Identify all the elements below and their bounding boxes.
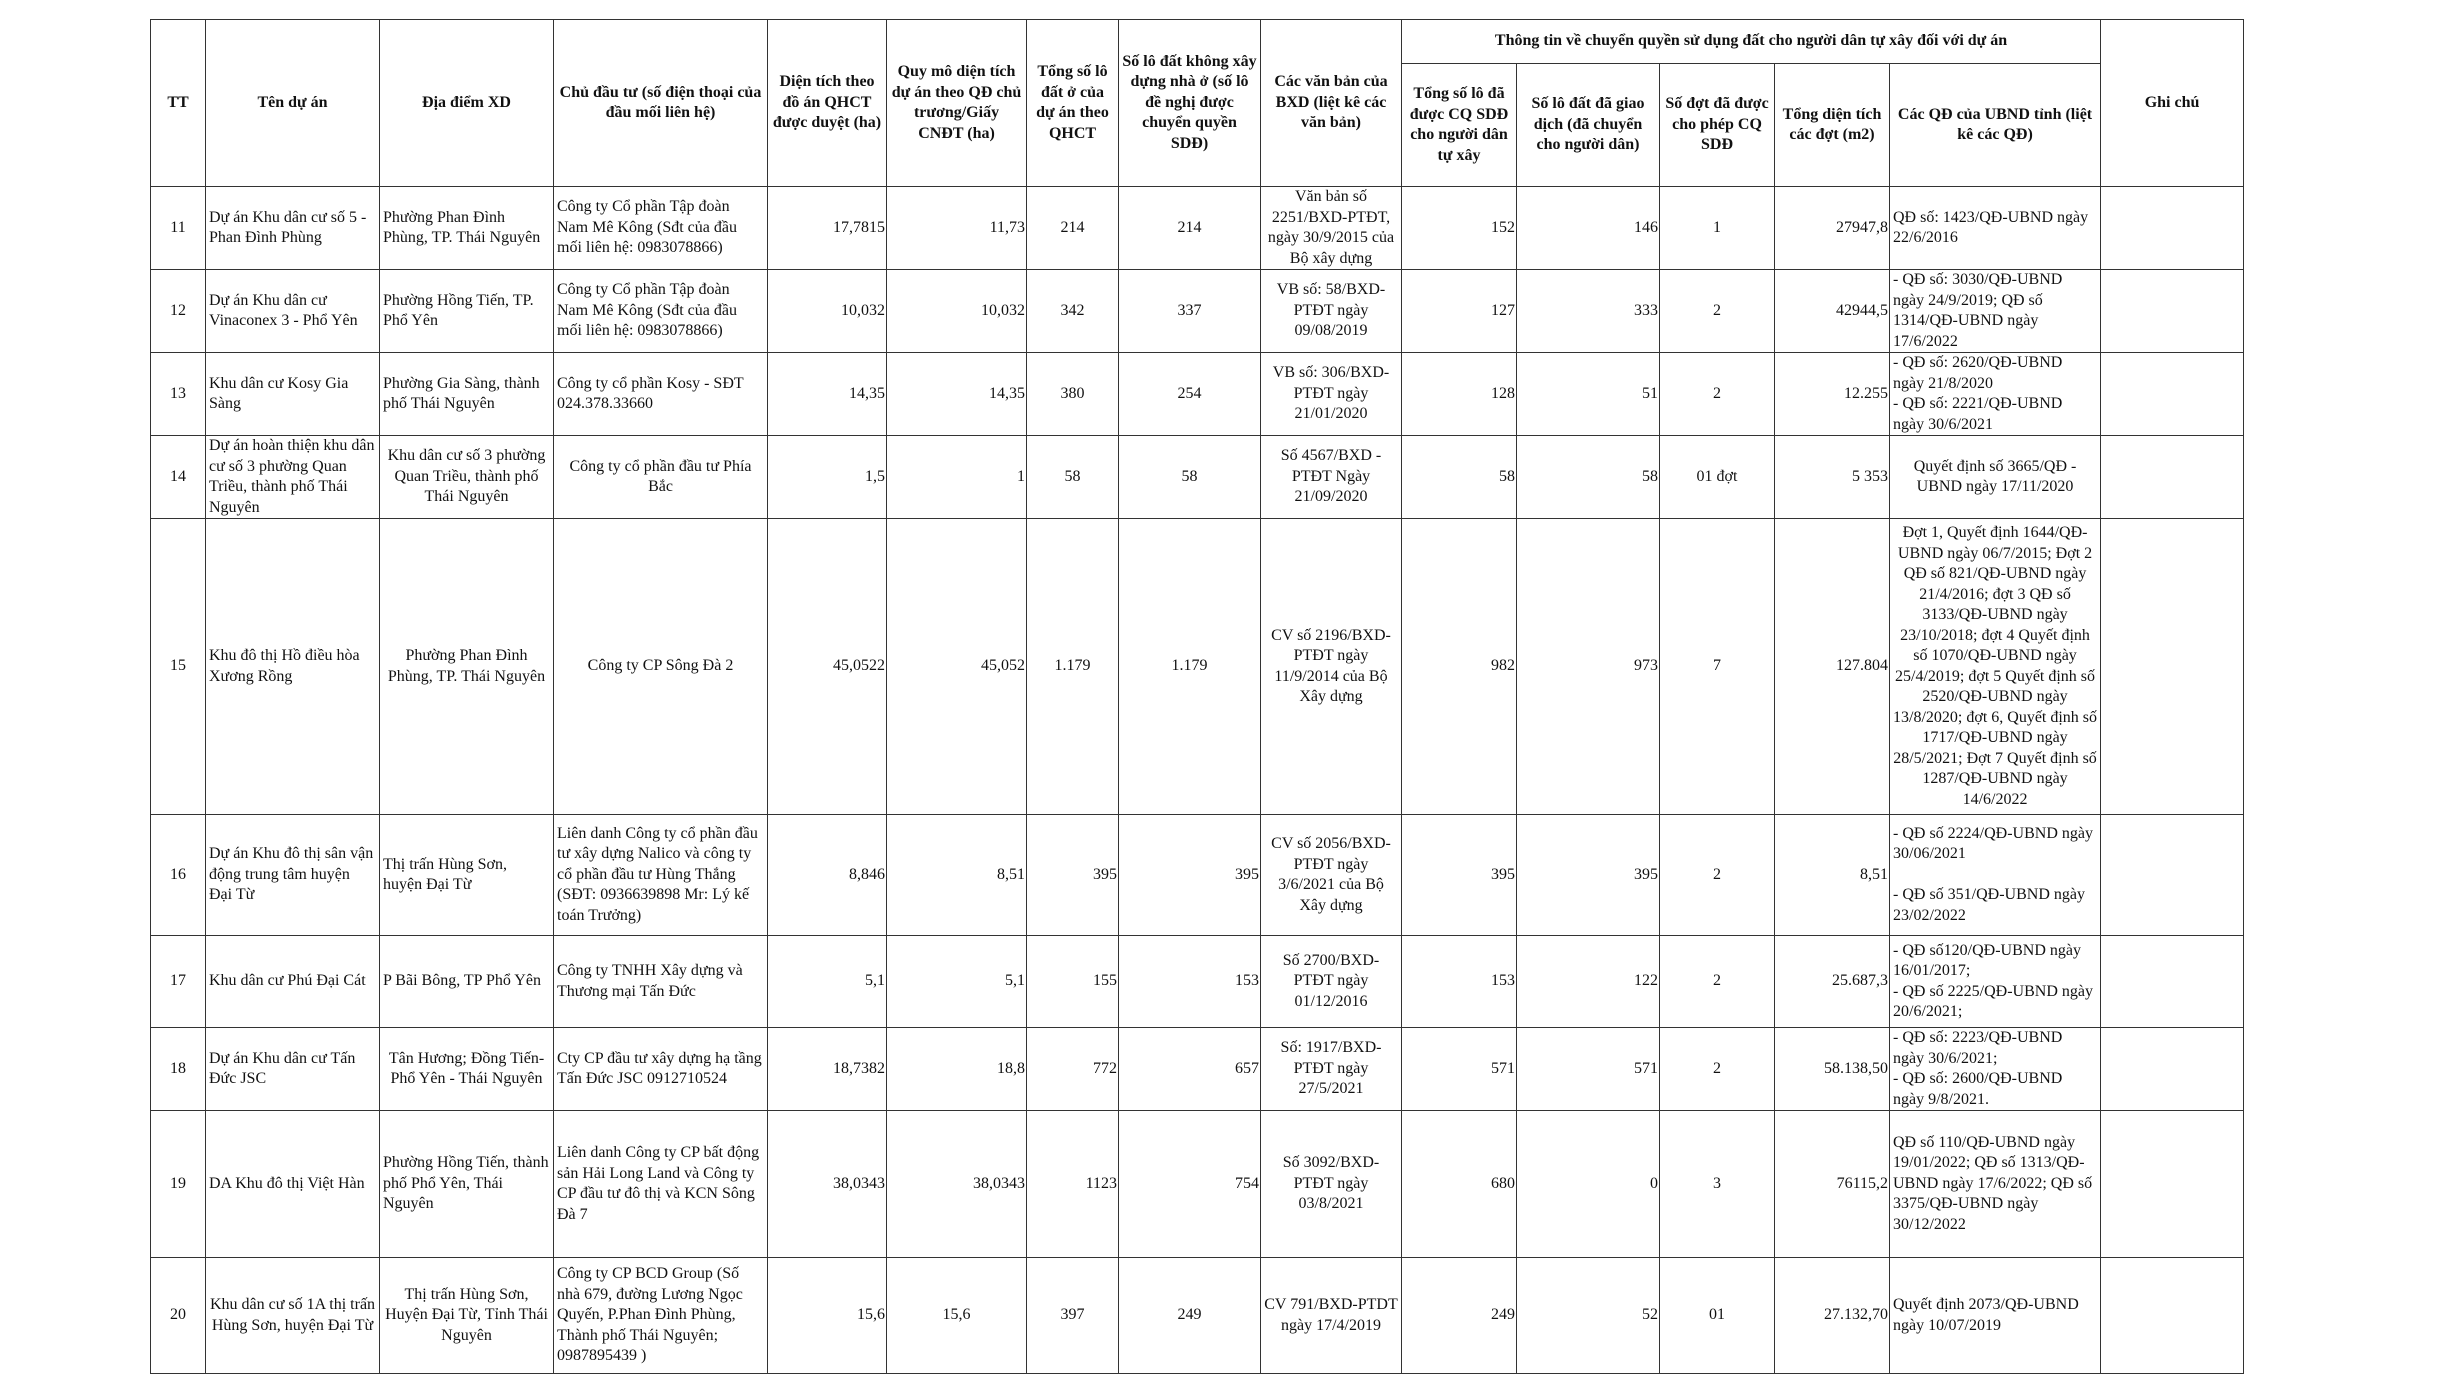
tt-cell: 14 [151,436,206,519]
notes-cell [2101,270,2244,353]
land-transfer-table [150,19,2244,1374]
lots-traded-cell: 58 [1517,436,1660,519]
total-lots-cell: 1123 [1027,1111,1119,1258]
project-name-cell: Khu dân cư Phú Đại Cát [206,936,380,1028]
batches-cell: 3 [1660,1111,1775,1258]
scale-cell: 14,35 [887,353,1027,436]
total-area-cell: 27.132,70 [1775,1258,1890,1374]
lots-no-build-cell: 153 [1119,936,1261,1028]
tt-cell: 15 [151,519,206,815]
scale-cell: 45,052 [887,519,1027,815]
project-name-cell: Dự án Khu dân cư Tấn Đức JSC [206,1028,380,1111]
header-total-area: Tổng diện tích các đợt (m2) [1775,64,1890,187]
lots-transferred-cell: 680 [1402,1111,1517,1258]
location-cell: Phường Hồng Tiến, TP. Phổ Yên [380,270,554,353]
area-qhct-cell: 5,1 [768,936,887,1028]
tt-cell: 17 [151,936,206,1028]
tt-cell: 11 [151,187,206,270]
batches-cell: 2 [1660,936,1775,1028]
area-qhct-cell: 18,7382 [768,1028,887,1111]
ubnd-decisions-cell: Đợt 1, Quyết định 1644/QĐ-UBND ngày 06/7/2015; Đợt 2 QĐ số 821/QĐ-UBND ngày 21/4/2016; đợt 3 QĐ số 3133/QĐ-UBND ngày 23/10/2018; đợt 4 Quyết định số 1070/QĐ-UBND ngày 25/4/2019; đợt 5 Quyết định số 2520/QĐ-UBND ngày 13/8/2020; đợt 6, Quyết định số 1717/QĐ-UBND ngày 28/5/2021; Đợt 7 Quyết định số 1287/QĐ-UBND ngày 14/6/2022 [1890,519,2101,815]
batches-cell: 2 [1660,1028,1775,1111]
total-area-cell: 5 353 [1775,436,1890,519]
area-qhct-cell: 8,846 [768,815,887,936]
tt-cell: 13 [151,353,206,436]
area-qhct-cell: 45,0522 [768,519,887,815]
notes-cell [2101,1258,2244,1374]
batches-cell: 01 đợt [1660,436,1775,519]
project-name-cell: Dự án Khu dân cư số 5 - Phan Đình Phùng [206,187,380,270]
lots-transferred-cell: 249 [1402,1258,1517,1374]
project-name-cell: DA Khu đô thị Việt Hàn [206,1111,380,1258]
total-lots-cell: 397 [1027,1258,1119,1374]
bxd-document-cell: CV số 2056/BXD-PTĐT ngày 3/6/2021 của Bộ Xây dựng [1261,815,1402,936]
header-bxd-documents: Các văn bản của BXD (liệt kê các văn bản) [1261,20,1402,187]
table-row [151,815,2244,936]
total-lots-cell: 58 [1027,436,1119,519]
investor-cell: Công ty cổ phần Kosy - SĐT 024.378.33660 [554,353,768,436]
area-qhct-cell: 10,032 [768,270,887,353]
bxd-document-cell: VB số: 58/BXD-PTĐT ngày 09/08/2019 [1261,270,1402,353]
header-lots-transferred: Tổng số lô đã được CQ SDĐ cho người dân tự xây [1402,64,1517,187]
lots-traded-cell: 973 [1517,519,1660,815]
lots-no-build-cell: 249 [1119,1258,1261,1374]
header-lots-no-build: Số lô đất không xây dựng nhà ở (số lô đề nghị được chuyển quyền SDĐ) [1119,20,1261,187]
project-name-cell: Dự án Khu dân cư Vinaconex 3 - Phổ Yên [206,270,380,353]
scale-cell: 15,6 [887,1258,1027,1374]
project-name-cell: Dự án Khu đô thị sân vận động trung tâm huyện Đại Từ [206,815,380,936]
batches-cell: 01 [1660,1258,1775,1374]
location-cell: Phường Hồng Tiến, thành phố Phổ Yên, Thái Nguyên [380,1111,554,1258]
area-qhct-cell: 38,0343 [768,1111,887,1258]
table-row [151,1111,2244,1258]
bxd-document-cell: Số: 1917/BXD-PTĐT ngày 27/5/2021 [1261,1028,1402,1111]
table-row [151,936,2244,1028]
header-area-qhct: Diện tích theo đồ án QHCT được duyệt (ha) [768,20,887,187]
lots-traded-cell: 52 [1517,1258,1660,1374]
ubnd-decisions-cell: - QĐ số120/QĐ-UBND ngày 16/01/2017; - QĐ số 2225/QĐ-UBND ngày 20/6/2021; [1890,936,2101,1028]
ubnd-decisions-cell: Quyết định số 3665/QĐ - UBND ngày 17/11/2020 [1890,436,2101,519]
scale-cell: 5,1 [887,936,1027,1028]
investor-cell: Công ty cổ phần đầu tư Phía Bắc [554,436,768,519]
location-cell: Phường Gia Sàng, thành phố Thái Nguyên [380,353,554,436]
ubnd-decisions-cell: - QĐ số: 3030/QĐ-UBND ngày 24/9/2019; QĐ số 1314/QĐ-UBND ngày 17/6/2022 [1890,270,2101,353]
lots-no-build-cell: 254 [1119,353,1261,436]
scale-cell: 8,51 [887,815,1027,936]
investor-cell: Liên danh Công ty cổ phần đầu tư xây dựng Nalico và công ty cổ phần đầu tư Hùng Thắng (SĐT: 0936639898 Mr: Lý kế toán Trưởng) [554,815,768,936]
total-lots-cell: 772 [1027,1028,1119,1111]
batches-cell: 2 [1660,815,1775,936]
header-location: Địa điểm XD [380,20,554,187]
bxd-document-cell: VB số: 306/BXD-PTĐT ngày 21/01/2020 [1261,353,1402,436]
lots-traded-cell: 571 [1517,1028,1660,1111]
lots-transferred-cell: 571 [1402,1028,1517,1111]
lots-traded-cell: 395 [1517,815,1660,936]
batches-cell: 1 [1660,187,1775,270]
investor-cell: Liên danh Công ty CP bất động sản Hải Long Land và Công ty CP đầu tư đô thị và KCN Sông Đà 7 [554,1111,768,1258]
location-cell: Phường Phan Đình Phùng, TP. Thái Nguyên [380,187,554,270]
ubnd-decisions-cell: - QĐ số: 2620/QĐ-UBND ngày 21/8/2020 - QĐ số: 2221/QĐ-UBND ngày 30/6/2021 [1890,353,2101,436]
header-scale: Quy mô diện tích dự án theo QĐ chủ trương/Giấy CNĐT (ha) [887,20,1027,187]
scale-cell: 11,73 [887,187,1027,270]
location-cell: Khu dân cư số 3 phường Quan Triều, thành phố Thái Nguyên [380,436,554,519]
lots-traded-cell: 333 [1517,270,1660,353]
ubnd-decisions-cell: QĐ số: 1423/QĐ-UBND ngày 22/6/2016 [1890,187,2101,270]
notes-cell [2101,519,2244,815]
location-cell: P Bãi Bông, TP Phổ Yên [380,936,554,1028]
location-cell: Thị trấn Hùng Sơn, huyện Đại Từ [380,815,554,936]
lots-transferred-cell: 127 [1402,270,1517,353]
location-cell: Thị trấn Hùng Sơn, Huyện Đại Từ, Tỉnh Thái Nguyên [380,1258,554,1374]
total-lots-cell: 1.179 [1027,519,1119,815]
batches-cell: 7 [1660,519,1775,815]
header-notes: Ghi chú [2101,20,2244,187]
table-row [151,353,2244,436]
header-total-lots: Tổng số lô đất ở của dự án theo QHCT [1027,20,1119,187]
lots-transferred-cell: 982 [1402,519,1517,815]
investor-cell: Công ty Cổ phần Tập đoàn Nam Mê Kông (Sđt của đầu mối liên hệ: 0983078866) [554,270,768,353]
total-lots-cell: 342 [1027,270,1119,353]
tt-cell: 12 [151,270,206,353]
total-lots-cell: 395 [1027,815,1119,936]
header-investor: Chủ đầu tư (số điện thoại của đầu mối liên hệ) [554,20,768,187]
batches-cell: 2 [1660,353,1775,436]
lots-no-build-cell: 657 [1119,1028,1261,1111]
lots-no-build-cell: 214 [1119,187,1261,270]
batches-cell: 2 [1660,270,1775,353]
project-name-cell: Khu đô thị Hồ điều hòa Xương Rồng [206,519,380,815]
lots-transferred-cell: 128 [1402,353,1517,436]
lots-traded-cell: 122 [1517,936,1660,1028]
bxd-document-cell: Số 3092/BXD-PTĐT ngày 03/8/2021 [1261,1111,1402,1258]
total-area-cell: 42944,5 [1775,270,1890,353]
area-qhct-cell: 1,5 [768,436,887,519]
bxd-document-cell: Văn bản số 2251/BXD-PTĐT, ngày 30/9/2015 của Bộ xây dựng [1261,187,1402,270]
scale-cell: 18,8 [887,1028,1027,1111]
header-batches: Số đợt đã được cho phép CQ SDĐ [1660,64,1775,187]
scale-cell: 10,032 [887,270,1027,353]
ubnd-decisions-cell: QĐ số 110/QĐ-UBND ngày 19/01/2022; QĐ số 1313/QĐ-UBND ngày 17/6/2022; QĐ số 3375/QĐ-UBND ngày 30/12/2022 [1890,1111,2101,1258]
total-area-cell: 25.687,3 [1775,936,1890,1028]
lots-no-build-cell: 58 [1119,436,1261,519]
notes-cell [2101,187,2244,270]
total-lots-cell: 380 [1027,353,1119,436]
project-name-cell: Khu dân cư số 1A thị trấn Hùng Sơn, huyện Đại Từ [206,1258,380,1374]
total-lots-cell: 214 [1027,187,1119,270]
header-project-name: Tên dự án [206,20,380,187]
notes-cell [2101,936,2244,1028]
notes-cell [2101,436,2244,519]
investor-cell: Công ty TNHH Xây dựng và Thương mại Tấn Đức [554,936,768,1028]
area-qhct-cell: 15,6 [768,1258,887,1374]
ubnd-decisions-cell: - QĐ số: 2223/QĐ-UBND ngày 30/6/2021; - QĐ số: 2600/QĐ-UBND ngày 9/8/2021. [1890,1028,2101,1111]
total-area-cell: 12.255 [1775,353,1890,436]
ubnd-decisions-cell: Quyết định 2073/QĐ-UBND ngày 10/07/2019 [1890,1258,2101,1374]
table-row [151,1028,2244,1111]
tt-cell: 16 [151,815,206,936]
table-row [151,519,2244,815]
lots-transferred-cell: 153 [1402,936,1517,1028]
notes-cell [2101,1111,2244,1258]
notes-cell [2101,815,2244,936]
total-area-cell: 58.138,50 [1775,1028,1890,1111]
header-lots-traded: Số lô đất đã giao dịch (đã chuyển cho người dân) [1517,64,1660,187]
scale-cell: 1 [887,436,1027,519]
total-area-cell: 8,51 [1775,815,1890,936]
tt-cell: 18 [151,1028,206,1111]
lots-no-build-cell: 395 [1119,815,1261,936]
investor-cell: Công ty CP BCD Group (Số nhà 679, đường Lương Ngọc Quyến, P.Phan Đình Phùng, Thành phố Thái Nguyên; 0987895439 ) [554,1258,768,1374]
bxd-document-cell: Số 2700/BXD-PTĐT ngày 01/12/2016 [1261,936,1402,1028]
investor-cell: Công ty Cổ phần Tập đoàn Nam Mê Kông (Sđt của đầu mối liên hệ: 0983078866) [554,187,768,270]
lots-traded-cell: 51 [1517,353,1660,436]
table-row [151,436,2244,519]
notes-cell [2101,1028,2244,1111]
lots-traded-cell: 0 [1517,1111,1660,1258]
header-transfer-group: Thông tin về chuyển quyền sử dụng đất cho người dân tự xây đối với dự án [1402,20,2101,64]
header-ubnd-decisions: Các QĐ của UBND tỉnh (liệt kê các QĐ) [1890,64,2101,187]
total-area-cell: 76115,2 [1775,1111,1890,1258]
tt-cell: 19 [151,1111,206,1258]
area-qhct-cell: 14,35 [768,353,887,436]
header-tt: TT [151,20,206,187]
project-name-cell: Dự án hoàn thiện khu dân cư số 3 phường Quan Triều, thành phố Thái Nguyên [206,436,380,519]
total-lots-cell: 155 [1027,936,1119,1028]
notes-cell [2101,353,2244,436]
project-name-cell: Khu dân cư Kosy Gia Sàng [206,353,380,436]
location-cell: Tân Hương; Đồng Tiến- Phổ Yên - Thái Nguyên [380,1028,554,1111]
tt-cell: 20 [151,1258,206,1374]
area-qhct-cell: 17,7815 [768,187,887,270]
lots-transferred-cell: 58 [1402,436,1517,519]
total-area-cell: 127.804 [1775,519,1890,815]
total-area-cell: 27947,8 [1775,187,1890,270]
investor-cell: Công ty CP Sông Đà 2 [554,519,768,815]
bxd-document-cell: Số 4567/BXD - PTĐT Ngày 21/09/2020 [1261,436,1402,519]
ubnd-decisions-cell: - QĐ số 2224/QĐ-UBND ngày 30/06/2021 - QĐ số 351/QĐ-UBND ngày 23/02/2022 [1890,815,2101,936]
lots-no-build-cell: 754 [1119,1111,1261,1258]
lots-transferred-cell: 152 [1402,187,1517,270]
lots-traded-cell: 146 [1517,187,1660,270]
scale-cell: 38,0343 [887,1111,1027,1258]
lots-no-build-cell: 1.179 [1119,519,1261,815]
location-cell: Phường Phan Đình Phùng, TP. Thái Nguyên [380,519,554,815]
bxd-document-cell: CV 791/BXD-PTDT ngày 17/4/2019 [1261,1258,1402,1374]
table-row [151,1258,2244,1374]
table-row [151,270,2244,353]
investor-cell: Cty CP đầu tư xây dựng hạ tầng Tấn Đức JSC 0912710524 [554,1028,768,1111]
lots-transferred-cell: 395 [1402,815,1517,936]
bxd-document-cell: CV số 2196/BXD-PTĐT ngày 11/9/2014 của Bộ Xây dựng [1261,519,1402,815]
lots-no-build-cell: 337 [1119,270,1261,353]
table-row [151,187,2244,270]
